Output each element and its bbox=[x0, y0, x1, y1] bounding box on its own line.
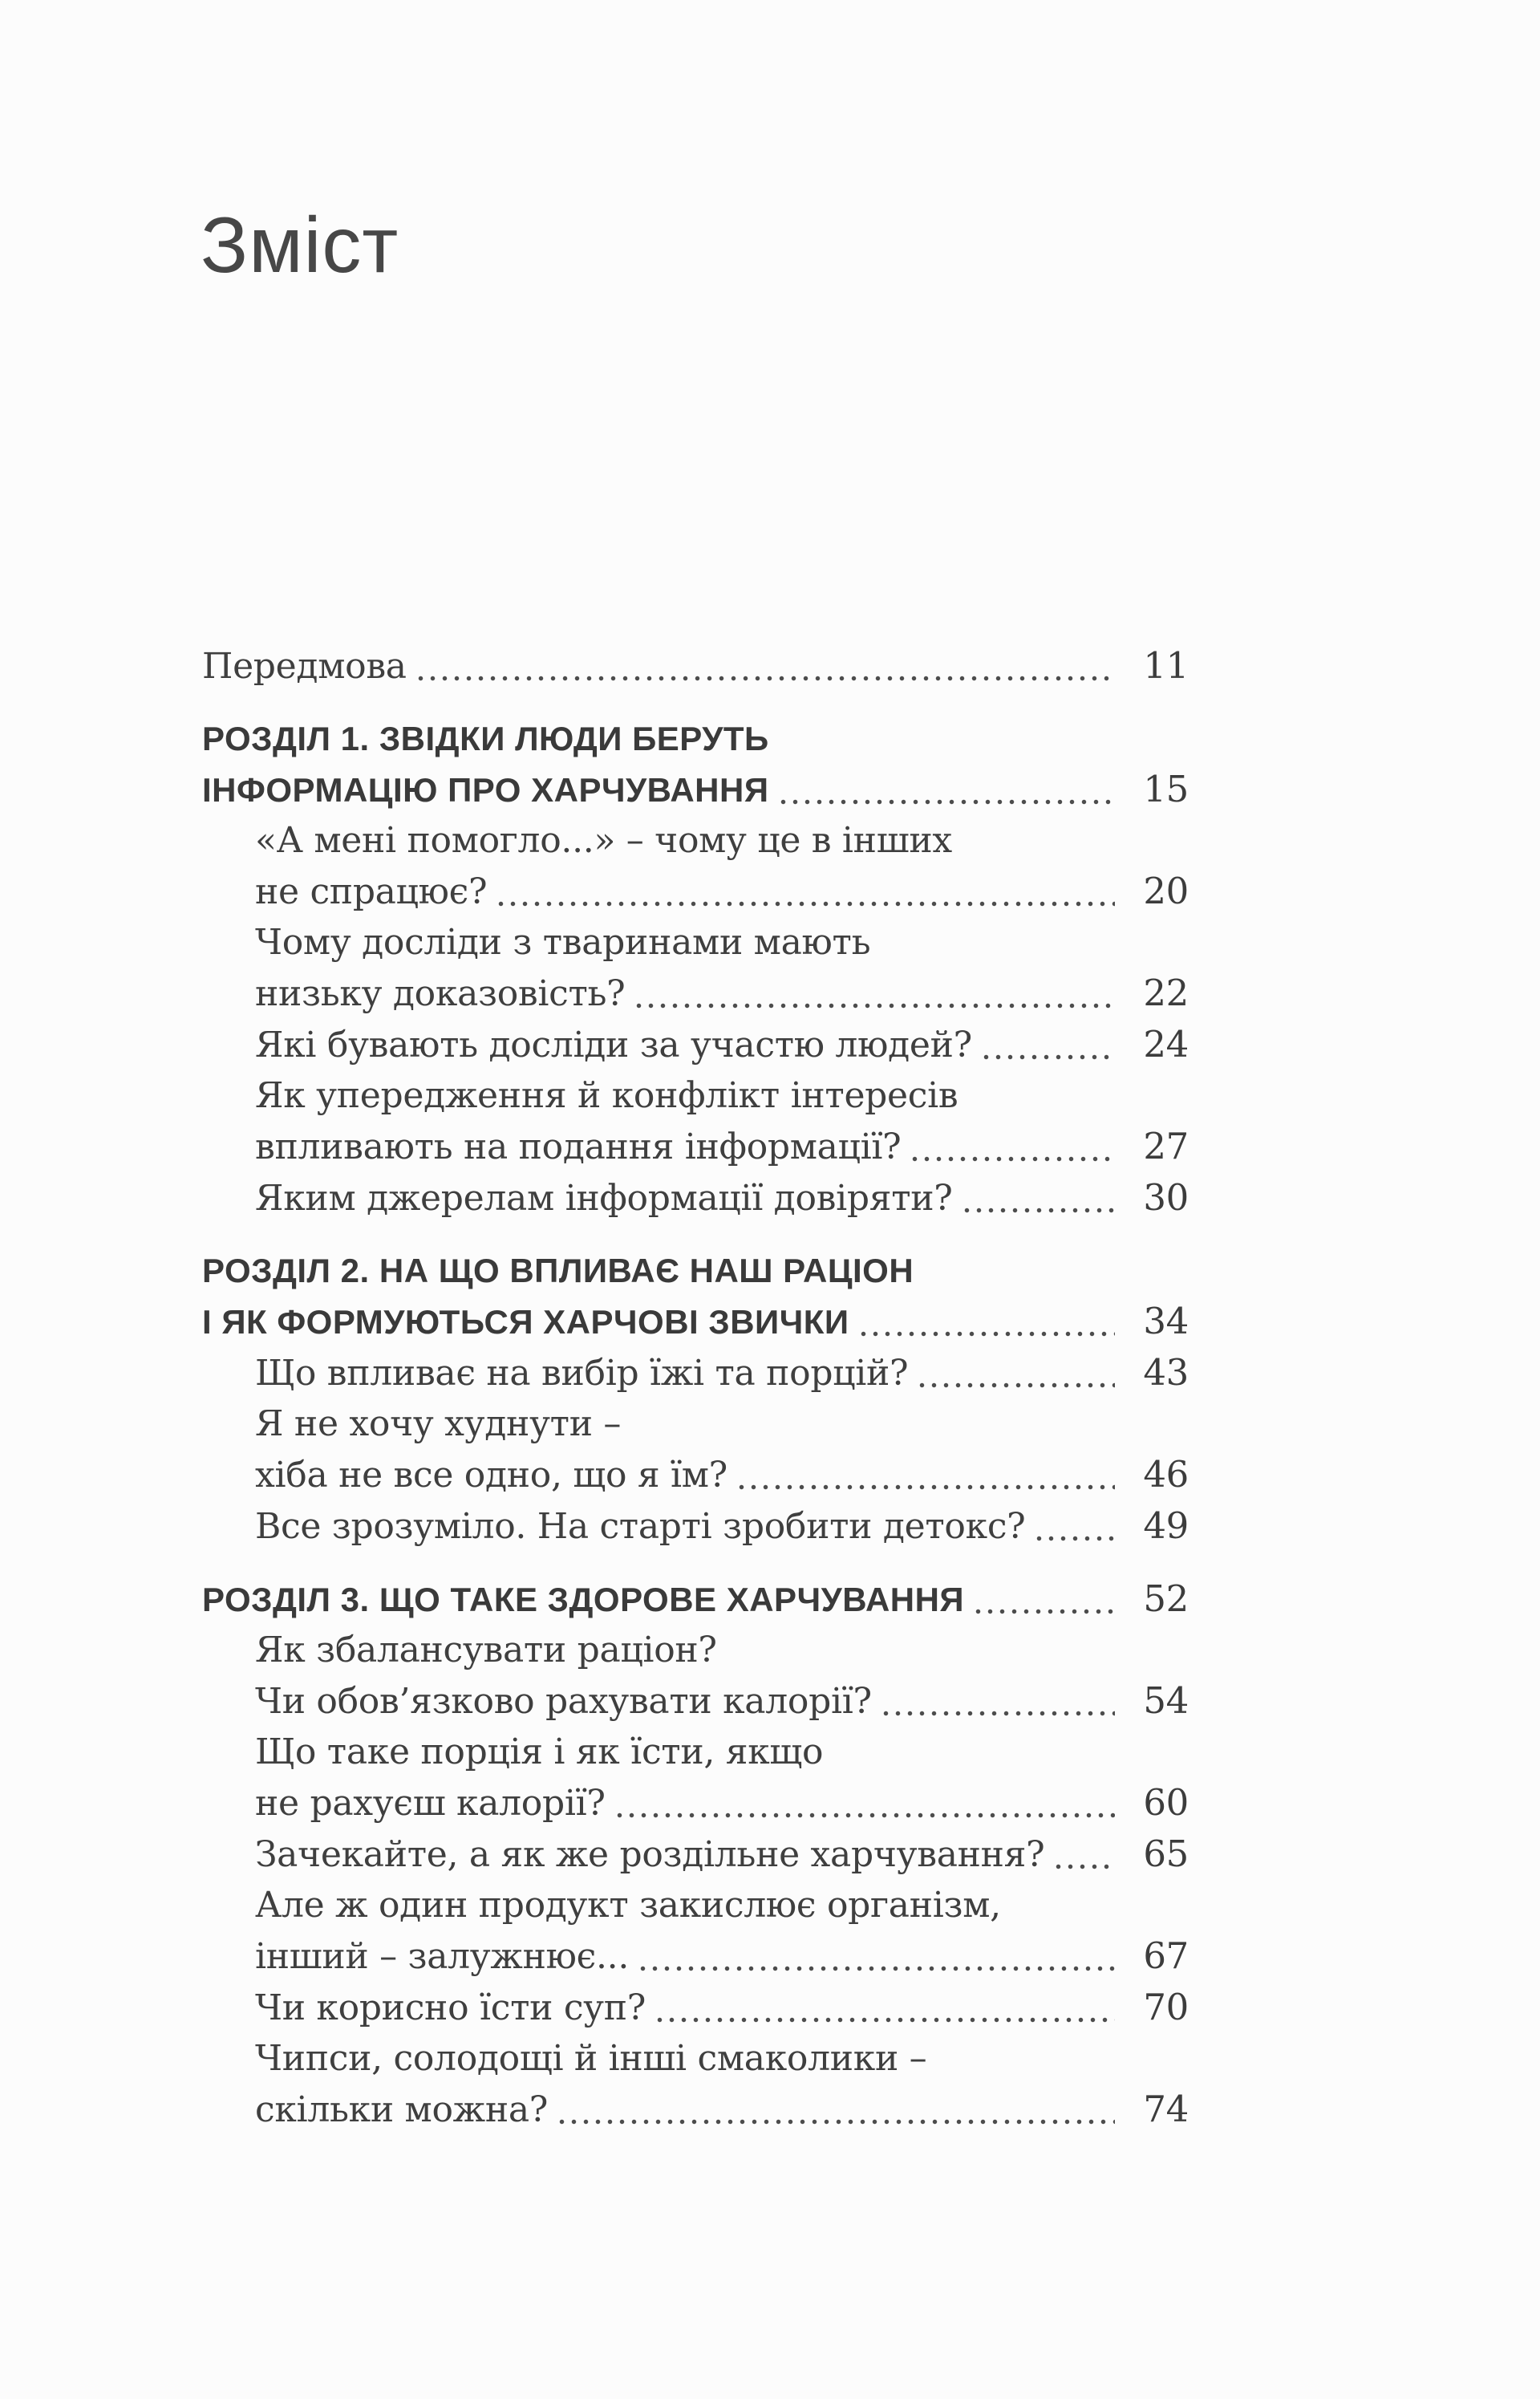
toc-row-text: Чи корисно їсти суп? bbox=[255, 1987, 646, 2028]
toc-leader-dots bbox=[495, 901, 1115, 907]
toc-row bbox=[202, 1449, 1189, 1500]
toc-row-text: Як упередження й конфлікт інтересів bbox=[255, 1075, 958, 1116]
toc-page-number: 70 bbox=[1143, 1986, 1189, 2028]
toc-row-text: Яким джерелам інформації довіряти? bbox=[255, 1178, 953, 1219]
toc-row bbox=[202, 1573, 1189, 1625]
toc-leader-dots bbox=[916, 1382, 1115, 1388]
toc-row bbox=[202, 1070, 1189, 1121]
toc-row bbox=[202, 1172, 1189, 1224]
toc-leader-dots bbox=[736, 1484, 1115, 1490]
toc-page-number: 52 bbox=[1143, 1577, 1189, 1620]
toc-row-text: Що впливає на вибір їжі та порцій? bbox=[255, 1353, 909, 1394]
toc-row bbox=[202, 640, 1189, 692]
toc-leader-dots bbox=[909, 1156, 1115, 1162]
toc bbox=[202, 640, 1189, 2135]
toc-page-number: 34 bbox=[1143, 1300, 1189, 1342]
toc-row-text: Я не хочу худнути – bbox=[255, 1403, 622, 1444]
toc-row bbox=[202, 1625, 1189, 1675]
toc-leader-dots bbox=[633, 1003, 1115, 1009]
toc-row bbox=[202, 764, 1189, 815]
page-title: Зміст bbox=[201, 201, 399, 289]
toc-row-text: РОЗДІЛ 2. НА ЩО ВПЛИВАЄ НАШ РАЦІОН bbox=[202, 1252, 914, 1289]
toc-row-text: Чипси, солодощі й інші смаколики – bbox=[255, 2038, 927, 2079]
toc-row-text: РОЗДІЛ 1. ЗВІДКИ ЛЮДИ БЕРУТЬ bbox=[202, 720, 769, 757]
toc-page-number: 74 bbox=[1143, 2088, 1189, 2130]
toc-row-text: РОЗДІЛ 3. ЩО ТАКЕ ЗДОРОВЕ ХАРЧУВАННЯ bbox=[202, 1581, 965, 1618]
toc-row-text: Передмова bbox=[202, 646, 407, 687]
toc-leader-dots bbox=[637, 1966, 1115, 1971]
toc-row bbox=[202, 1880, 1189, 1930]
toc-row bbox=[202, 2033, 1189, 2084]
toc-page-number: 22 bbox=[1143, 972, 1189, 1014]
toc-row-text: Чи обов’язково рахувати калорії? bbox=[255, 1681, 872, 1722]
toc-row bbox=[202, 1347, 1189, 1398]
toc-row-text: «А мені помогло...» – чому це в інших bbox=[255, 820, 952, 861]
toc-page-number: 46 bbox=[1143, 1453, 1189, 1496]
toc-page-number: 60 bbox=[1143, 1781, 1189, 1824]
toc-row bbox=[202, 2084, 1189, 2135]
toc-row bbox=[202, 1121, 1189, 1172]
toc-row bbox=[202, 1777, 1189, 1829]
toc-row-text: впливають на подання інформації? bbox=[255, 1126, 902, 1167]
toc-leader-dots bbox=[777, 799, 1115, 805]
toc-row bbox=[202, 1245, 1189, 1296]
toc-leader-dots bbox=[980, 1054, 1115, 1060]
toc-page-number: 11 bbox=[1143, 644, 1189, 687]
toc-leader-dots bbox=[654, 2017, 1115, 2023]
toc-page-number: 20 bbox=[1143, 870, 1189, 912]
toc-leader-dots bbox=[1033, 1536, 1115, 1541]
toc-row-text: скільки можна? bbox=[255, 2089, 549, 2130]
toc-leader-dots bbox=[972, 1609, 1115, 1614]
toc-page-number: 27 bbox=[1143, 1125, 1189, 1167]
toc-row-text: низьку доказовість? bbox=[255, 973, 626, 1014]
toc-row-text: не спрацює? bbox=[255, 871, 488, 912]
toc-leader-dots bbox=[1052, 1864, 1115, 1869]
toc-row bbox=[202, 1019, 1189, 1070]
toc-row-text: Все зрозуміло. На старті зробити детокс? bbox=[255, 1506, 1026, 1547]
toc-row bbox=[202, 917, 1189, 968]
toc-leader-dots bbox=[880, 1711, 1115, 1716]
toc-row bbox=[202, 968, 1189, 1019]
toc-row bbox=[202, 1930, 1189, 1982]
toc-row bbox=[202, 1500, 1189, 1552]
toc-page-number: 15 bbox=[1143, 768, 1189, 810]
toc-page-number: 49 bbox=[1143, 1504, 1189, 1547]
toc-row bbox=[202, 1675, 1189, 1727]
toc-page-number: 43 bbox=[1143, 1351, 1189, 1394]
toc-row-text: не рахуєш калорії? bbox=[255, 1783, 606, 1824]
toc-leader-dots bbox=[614, 1812, 1115, 1818]
toc-row-text: І ЯК ФОРМУЮТЬСЯ ХАРЧОВІ ЗВИЧКИ bbox=[202, 1303, 849, 1341]
toc-leader-dots bbox=[415, 676, 1115, 681]
toc-row-text: Але ж один продукт закислює організм, bbox=[255, 1885, 1001, 1926]
toc-row bbox=[202, 1829, 1189, 1880]
toc-row bbox=[202, 713, 1189, 764]
toc-leader-dots bbox=[961, 1208, 1115, 1213]
toc-row bbox=[202, 1398, 1189, 1449]
toc-row bbox=[202, 1296, 1189, 1347]
toc-page-number: 54 bbox=[1143, 1679, 1189, 1722]
toc-row-text: інший – залужнює... bbox=[255, 1936, 630, 1977]
toc-row-text: Чому досліди з тваринами мають bbox=[255, 922, 871, 963]
toc-row-text: Що таке порція і як їсти, якщо bbox=[255, 1731, 824, 1772]
toc-page-number: 24 bbox=[1143, 1023, 1189, 1066]
toc-row-text: ІНФОРМАЦІЮ ПРО ХАРЧУВАННЯ bbox=[202, 771, 769, 809]
toc-leader-dots bbox=[556, 2119, 1115, 2125]
toc-row-text: Зачекайте, а як же роздільне харчування? bbox=[255, 1834, 1045, 1875]
toc-page-number: 67 bbox=[1143, 1934, 1189, 1977]
toc-row-text: Як збалансувати раціон? bbox=[255, 1630, 717, 1670]
toc-row-text: Які бувають досліди за участю людей? bbox=[255, 1025, 972, 1066]
toc-row bbox=[202, 1727, 1189, 1777]
toc-row bbox=[202, 815, 1189, 866]
toc-leader-dots bbox=[857, 1331, 1115, 1337]
toc-row bbox=[202, 1982, 1189, 2033]
toc-row-text: хіба не все одно, що я їм? bbox=[255, 1455, 727, 1496]
toc-page-number: 65 bbox=[1143, 1833, 1189, 1875]
toc-row bbox=[202, 866, 1189, 917]
toc-page-number: 30 bbox=[1143, 1176, 1189, 1219]
